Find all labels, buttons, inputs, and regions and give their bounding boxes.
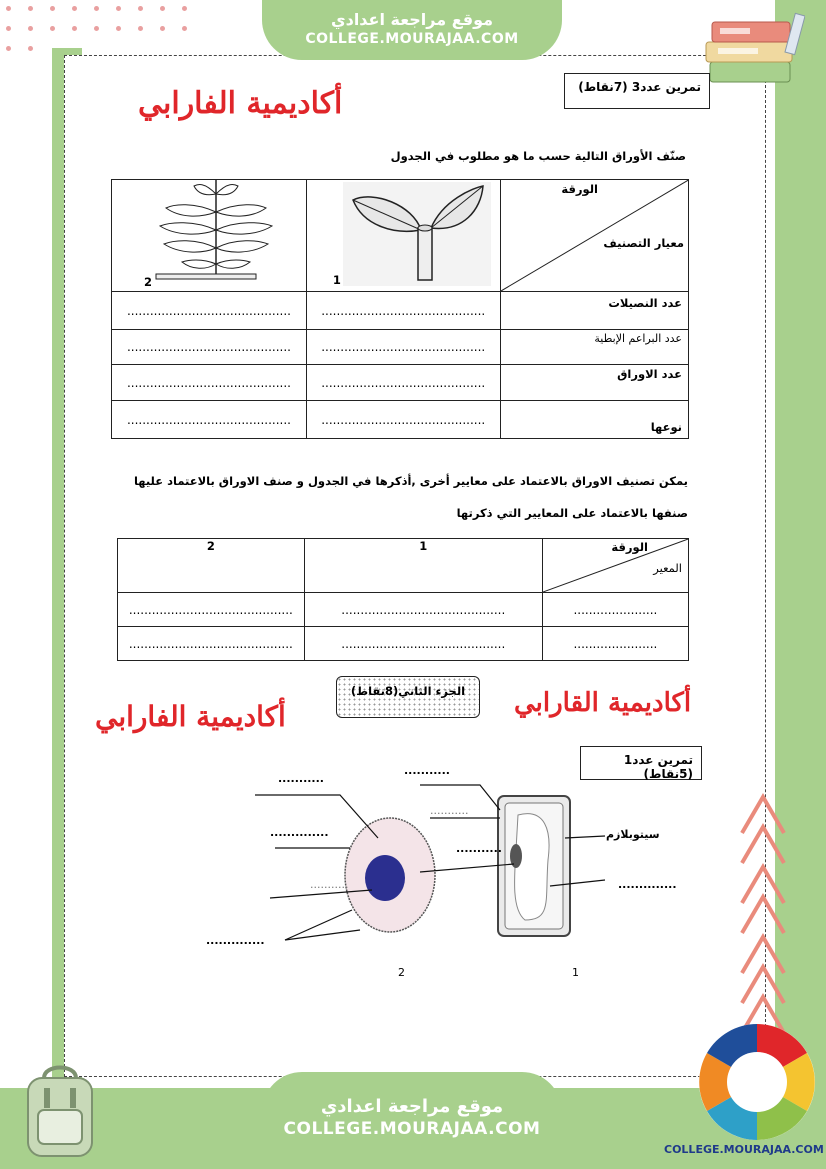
row-label-leaves: عدد الاوراق bbox=[500, 365, 688, 401]
academy-title-2: أكاديمية القارابي bbox=[514, 688, 692, 718]
row-label-petioles: عدد النصيلات bbox=[500, 292, 688, 330]
answer-dots: ........................................... bbox=[321, 303, 486, 318]
blank-label[interactable]: ........... bbox=[278, 772, 324, 785]
blank-label[interactable]: .............. bbox=[270, 826, 329, 839]
figure1-number: 1 bbox=[572, 966, 579, 979]
answer-blank[interactable] bbox=[306, 365, 500, 401]
answer-blank[interactable] bbox=[306, 401, 500, 439]
table2-criterion-label: المعير bbox=[653, 561, 682, 575]
part2-title: الجزء الثاني(8نقاط) bbox=[350, 684, 466, 698]
answer-dots: ........................................... bbox=[126, 340, 291, 354]
header-site-name: موقع مراجعة اعدادي bbox=[330, 10, 494, 29]
answer-blank[interactable] bbox=[112, 330, 307, 365]
footer-banner bbox=[262, 1072, 562, 1169]
row-label-type: نوعها bbox=[500, 401, 688, 439]
answer-blank[interactable] bbox=[304, 627, 542, 661]
blank-label[interactable]: ........... bbox=[404, 764, 450, 777]
header-site-url[interactable]: COLLEGE.MOURAJAA.COM bbox=[305, 31, 519, 47]
table2-col2-header bbox=[118, 539, 305, 593]
leaf2-cell bbox=[112, 180, 307, 292]
leaf1-number: 1 bbox=[332, 273, 341, 287]
decorative-dots bbox=[0, 0, 200, 60]
cells-diagram bbox=[200, 760, 720, 980]
header-banner bbox=[262, 0, 562, 60]
header-criteria-cell bbox=[500, 180, 688, 292]
answer-blank[interactable] bbox=[118, 593, 305, 627]
answer-dots: ........................................... bbox=[321, 340, 486, 354]
leaf2-image bbox=[114, 180, 304, 288]
answer-blank[interactable] bbox=[306, 292, 500, 330]
footer-site-url[interactable]: COLLEGE.MOURAJAA.COM bbox=[283, 1119, 541, 1139]
answer-dots: ........................................... bbox=[321, 375, 486, 390]
question-2b: صنفها بالاعتماد على المعايير التي ذكرتها bbox=[456, 506, 688, 520]
blank-label[interactable]: ........... bbox=[430, 804, 469, 817]
answer-dots: ........................................... bbox=[128, 602, 293, 617]
answer-blank[interactable] bbox=[542, 593, 688, 627]
header-criterion-label: معيار التصنيف bbox=[603, 236, 684, 250]
leaf1-cell bbox=[306, 180, 500, 292]
answer-dots: ........................................... bbox=[321, 412, 486, 427]
chevron-decoration-icon bbox=[738, 793, 788, 1038]
blank-label[interactable]: ........... bbox=[310, 878, 349, 891]
answer-dots: ........................................... bbox=[126, 375, 291, 390]
row-label-buds: عدد البراعم الإبطية bbox=[500, 330, 688, 365]
criteria-table bbox=[117, 538, 689, 661]
header-leaf-label: الورقة bbox=[561, 182, 598, 196]
answer-blank[interactable] bbox=[112, 365, 307, 401]
footer-site-name: موقع مراجعة اعدادي bbox=[320, 1096, 504, 1117]
table2-leaf-label: الورقة bbox=[611, 540, 648, 554]
answer-dots: ........................................... bbox=[126, 412, 291, 427]
answer-blank[interactable] bbox=[306, 330, 500, 365]
books-icon bbox=[700, 10, 805, 90]
exercise3-instruction: صنّف الأوراق التالية حسب ما هو مطلوب في الجدول bbox=[390, 149, 686, 163]
answer-dots: ........................................... bbox=[126, 303, 291, 318]
exercise3-title: تمرين عدد3 (7نقاط) bbox=[564, 73, 710, 109]
blank-label[interactable]: .............. bbox=[206, 934, 265, 947]
table2-col1-label: 1 bbox=[419, 539, 428, 553]
backpack-icon bbox=[14, 1060, 106, 1160]
leaf2-number: 2 bbox=[144, 275, 153, 289]
answer-blank[interactable] bbox=[112, 292, 307, 330]
table2-col2-label: 2 bbox=[206, 539, 215, 553]
part2-scroll-banner bbox=[336, 676, 480, 718]
answer-dots: ........................................... bbox=[341, 602, 506, 617]
leaf1-image bbox=[313, 180, 493, 288]
answer-blank[interactable] bbox=[542, 627, 688, 661]
answer-dots: ........................................... bbox=[128, 636, 293, 651]
cytoplasm-label: سيتوبلازم bbox=[606, 828, 660, 841]
table2-col1-header bbox=[304, 539, 542, 593]
blank-label[interactable]: ........... bbox=[456, 842, 502, 855]
figure2-number: 2 bbox=[398, 966, 405, 979]
academy-title-3: أكاديمية الفارابي bbox=[95, 700, 286, 733]
answer-blank[interactable] bbox=[112, 401, 307, 439]
table2-header-cell bbox=[542, 539, 688, 593]
answer-blank[interactable] bbox=[118, 627, 305, 661]
answer-dots: ...................... bbox=[573, 602, 658, 617]
answer-blank[interactable] bbox=[304, 593, 542, 627]
classification-table bbox=[111, 179, 689, 439]
answer-dots: ........................................... bbox=[341, 636, 506, 651]
logo-text: COLLEGE.MOURAJAA.COM bbox=[664, 1143, 824, 1156]
exercise1-title: تمرين عدد1 (5نقاط) bbox=[580, 746, 702, 780]
blank-label[interactable]: .............. bbox=[618, 878, 677, 891]
question-2a: يمكن تصنيف الاوراق بالاعتماد على معايير أخرى ,أذكرها في الجدول و صنف الاوراق بالاعتماد عليها bbox=[133, 474, 688, 488]
answer-dots: ...................... bbox=[573, 636, 658, 651]
academy-title-1: أكاديمية الفارابي bbox=[138, 86, 343, 121]
